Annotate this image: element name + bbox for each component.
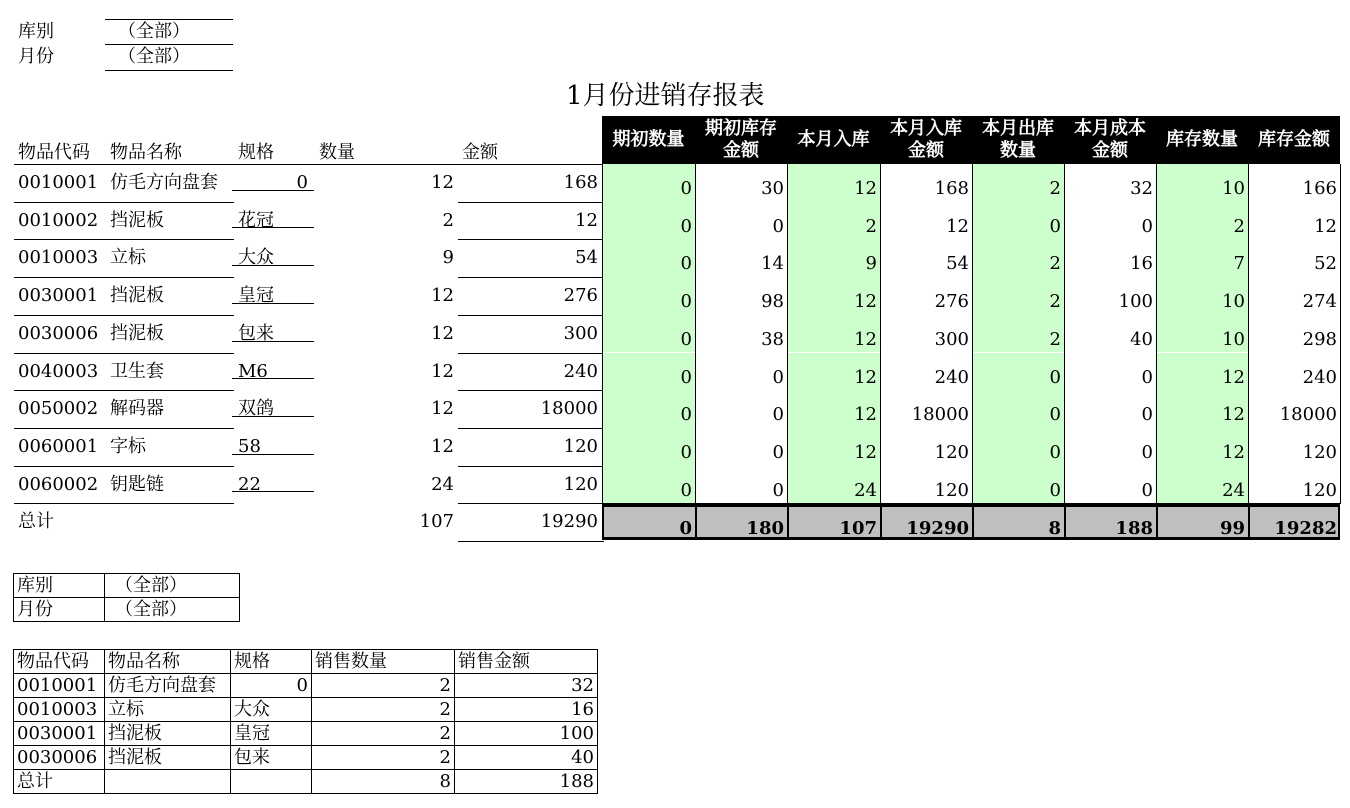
sales-spec: 0 [231, 674, 312, 698]
item-name: 立标 [110, 247, 146, 268]
data-cell: 12 [787, 390, 880, 428]
data-cell: 0 [972, 202, 1064, 240]
row-underline [14, 353, 234, 354]
data-cell: 0 [1064, 390, 1156, 428]
data-cell: 2 [972, 277, 1064, 315]
data-cell: 16 [1064, 239, 1156, 277]
filter-value-warehouse[interactable]: （全部） [105, 574, 240, 598]
data-cell: 240 [880, 353, 972, 391]
column-divider [1338, 504, 1340, 540]
header-spec: 规格 [238, 142, 274, 163]
row-underline [232, 190, 314, 191]
sales-name: 挡泥板 [105, 722, 231, 746]
sales-total-qty: 8 [312, 770, 455, 794]
filter-label-month: 月份 [18, 46, 54, 67]
sales-total-row [14, 770, 598, 794]
item-spec: 皇冠 [238, 285, 274, 306]
item-amount: 276 [563, 285, 598, 306]
column-divider [602, 164, 603, 504]
column-divider [880, 164, 881, 504]
sales-row [14, 698, 598, 722]
sales-qty: 2 [312, 698, 455, 722]
column-divider [787, 164, 788, 504]
sales-amount: 16 [455, 698, 598, 722]
data-cell: 12 [787, 277, 880, 315]
report-title: 1月份进销存报表 [566, 81, 765, 111]
total-cell: 188 [1064, 504, 1156, 540]
data-cell: 12 [787, 428, 880, 466]
item-code: 0030001 [18, 285, 99, 306]
item-amount: 18000 [540, 398, 598, 419]
item-amount: 12 [575, 210, 598, 231]
data-cell: 18000 [880, 390, 972, 428]
sales-total-label: 总计 [14, 770, 105, 794]
row-underline [14, 239, 234, 240]
item-qty: 24 [431, 474, 454, 495]
column-divider [1156, 164, 1157, 504]
total-cell: 107 [787, 504, 880, 540]
item-qty: 12 [431, 361, 454, 382]
column-header [787, 116, 880, 164]
item-qty: 12 [431, 172, 454, 193]
item-amount: 168 [563, 172, 598, 193]
item-name: 挡泥板 [110, 210, 164, 231]
row-underline [14, 315, 234, 316]
item-spec: 花冠 [238, 210, 274, 231]
data-cell: 12 [880, 202, 972, 240]
sales-spec: 皇冠 [231, 722, 312, 746]
row-underline [458, 503, 604, 504]
column-header [695, 116, 787, 164]
item-name: 卫生套 [110, 361, 164, 382]
row-underline [232, 416, 314, 417]
item-code: 0060002 [18, 474, 99, 495]
data-cell: 0 [602, 353, 695, 391]
data-cell: 2 [972, 164, 1064, 202]
total-cell: 8 [972, 504, 1064, 540]
data-cell: 24 [1156, 466, 1248, 504]
column-header [1248, 116, 1340, 164]
header-amount: 金额 [462, 142, 498, 163]
item-qty: 2 [442, 210, 454, 231]
column-header-line: 金额 [723, 140, 759, 161]
data-cell: 24 [787, 466, 880, 504]
row-underline [458, 315, 604, 316]
sales-qty: 2 [312, 722, 455, 746]
data-cell: 120 [1248, 428, 1340, 466]
row-underline [232, 378, 314, 379]
item-name: 挡泥板 [110, 285, 164, 306]
row-underline [458, 466, 604, 467]
data-cell: 32 [1064, 164, 1156, 202]
item-spec: 双鸽 [238, 398, 274, 419]
filter-value-month[interactable]: （全部） [118, 46, 190, 67]
total-amount: 19290 [540, 511, 598, 532]
item-code: 0010002 [18, 210, 99, 231]
sales-qty: 2 [312, 746, 455, 770]
data-cell: 276 [880, 277, 972, 315]
data-cell: 9 [787, 239, 880, 277]
sales-amount: 100 [455, 722, 598, 746]
data-cell: 298 [1248, 315, 1340, 353]
filter-label-warehouse: 库别 [18, 21, 54, 42]
row-underline [232, 303, 314, 304]
data-cell: 52 [1248, 239, 1340, 277]
sales-row [14, 722, 598, 746]
divider [105, 19, 233, 20]
data-cell: 120 [880, 466, 972, 504]
column-header-line: 本月入库 [797, 129, 870, 150]
sales-table [13, 649, 598, 794]
sales-header-spec: 规格 [231, 650, 312, 674]
item-code: 0040003 [18, 361, 99, 382]
data-cell: 0 [972, 353, 1064, 391]
sales-name: 挡泥板 [105, 746, 231, 770]
item-spec: M6 [238, 361, 268, 382]
data-cell: 12 [787, 353, 880, 391]
item-name: 钥匙链 [110, 474, 164, 495]
data-cell: 98 [695, 277, 787, 315]
column-header-line: 数量 [1000, 140, 1036, 161]
column-header-line: 期初数量 [612, 129, 685, 150]
item-qty: 12 [431, 323, 454, 344]
sales-header-row [14, 650, 598, 674]
column-header [972, 116, 1064, 164]
total-cell: 19290 [880, 504, 972, 540]
data-cell: 0 [602, 277, 695, 315]
row-underline [14, 390, 234, 391]
filter-label-warehouse: 库别 [14, 574, 105, 598]
sales-row [14, 746, 598, 770]
data-cell: 166 [1248, 164, 1340, 202]
item-qty: 12 [431, 285, 454, 306]
column-header [880, 116, 972, 164]
row-underline [14, 428, 234, 429]
row-underline [14, 503, 234, 504]
total-cell: 0 [602, 504, 695, 540]
sales-total-amount: 188 [455, 770, 598, 794]
item-amount: 120 [563, 436, 598, 457]
sales-header-name: 物品名称 [105, 650, 231, 674]
divider [105, 70, 233, 71]
item-code: 0010001 [18, 172, 99, 193]
item-spec: 22 [238, 474, 261, 495]
row-underline [232, 454, 314, 455]
data-cell: 0 [695, 390, 787, 428]
item-code: 0060001 [18, 436, 99, 457]
data-cell: 10 [1156, 277, 1248, 315]
header-underline [14, 164, 602, 165]
data-cell: 2 [972, 315, 1064, 353]
divider [105, 44, 233, 45]
data-cell: 30 [695, 164, 787, 202]
sales-header-qty: 销售数量 [312, 650, 455, 674]
sales-code: 0010003 [14, 698, 105, 722]
data-cell: 2 [972, 239, 1064, 277]
sales-name: 仿毛方向盘套 [105, 674, 231, 698]
sales-code: 0030006 [14, 746, 105, 770]
row-underline [458, 353, 604, 354]
row-underline [232, 227, 314, 228]
sales-qty: 2 [312, 674, 455, 698]
data-cell: 12 [1156, 428, 1248, 466]
filter-value-warehouse[interactable]: （全部） [118, 21, 190, 42]
data-cell: 0 [695, 202, 787, 240]
column-header-line: 本月成本 [1074, 118, 1146, 139]
data-cell: 0 [602, 428, 695, 466]
column-header [1064, 116, 1156, 164]
item-qty: 9 [442, 247, 454, 268]
data-cell: 0 [695, 353, 787, 391]
sales-header-code: 物品代码 [14, 650, 105, 674]
item-amount: 240 [563, 361, 598, 382]
item-code: 0050002 [18, 398, 99, 419]
data-cell: 0 [972, 390, 1064, 428]
total-label: 总计 [18, 511, 54, 532]
item-spec: 包来 [238, 323, 274, 344]
data-cell: 38 [695, 315, 787, 353]
data-cell: 2 [1156, 202, 1248, 240]
item-code: 0010003 [18, 247, 99, 268]
row-underline [14, 202, 234, 203]
item-name: 解码器 [110, 398, 164, 419]
data-cell: 12 [787, 315, 880, 353]
item-qty: 12 [431, 398, 454, 419]
column-divider [1248, 164, 1249, 504]
total-qty: 107 [419, 511, 454, 532]
item-name: 仿毛方向盘套 [110, 172, 218, 193]
data-cell: 0 [602, 466, 695, 504]
data-cell: 240 [1248, 353, 1340, 391]
data-cell: 40 [1064, 315, 1156, 353]
data-cell: 300 [880, 315, 972, 353]
column-header-line: 库存金额 [1258, 129, 1330, 150]
data-cell: 120 [1248, 466, 1340, 504]
data-cell: 274 [1248, 277, 1340, 315]
data-cell: 12 [787, 164, 880, 202]
sales-row [14, 674, 598, 698]
data-cell: 168 [880, 164, 972, 202]
column-header [1156, 116, 1248, 164]
row-underline [458, 390, 604, 391]
data-cell: 7 [1156, 239, 1248, 277]
column-header-line: 本月出库 [982, 118, 1054, 139]
sales-code: 0030001 [14, 722, 105, 746]
item-spec: 大众 [238, 247, 274, 268]
column-header-line: 库存数量 [1166, 129, 1238, 150]
sales-amount: 32 [455, 674, 598, 698]
data-cell: 12 [1248, 202, 1340, 240]
data-cell: 0 [1064, 428, 1156, 466]
data-cell: 0 [602, 164, 695, 202]
data-cell: 0 [972, 428, 1064, 466]
data-cell: 0 [695, 466, 787, 504]
item-qty: 12 [431, 436, 454, 457]
column-header-line: 本月入库 [890, 118, 962, 139]
row-underline [232, 491, 314, 492]
column-divider [1064, 164, 1065, 504]
item-amount: 54 [575, 247, 598, 268]
data-cell: 12 [1156, 353, 1248, 391]
data-cell: 0 [602, 315, 695, 353]
row-underline [458, 239, 604, 240]
item-code: 0030006 [18, 323, 99, 344]
divider [458, 541, 604, 542]
data-cell: 12 [1156, 390, 1248, 428]
data-cell: 0 [602, 239, 695, 277]
column-header-line: 金额 [1092, 140, 1128, 161]
sales-spec: 大众 [231, 698, 312, 722]
header-name: 物品名称 [110, 142, 182, 163]
filter-value-month[interactable]: （全部） [105, 598, 240, 622]
header-code: 物品代码 [18, 142, 90, 163]
data-cell: 0 [1064, 353, 1156, 391]
row-underline [14, 277, 234, 278]
row-underline [232, 341, 314, 342]
column-divider [1340, 164, 1341, 504]
row-underline [14, 466, 234, 467]
item-amount: 120 [563, 474, 598, 495]
sales-code: 0010001 [14, 674, 105, 698]
filter-label-month: 月份 [14, 598, 105, 622]
sales-amount: 40 [455, 746, 598, 770]
row-underline [232, 265, 314, 266]
data-cell: 0 [1064, 202, 1156, 240]
sales-spec: 包来 [231, 746, 312, 770]
sales-name: 立标 [105, 698, 231, 722]
item-name: 挡泥板 [110, 323, 164, 344]
row-underline [458, 202, 604, 203]
data-cell: 0 [972, 466, 1064, 504]
total-cell: 19282 [1248, 504, 1340, 540]
item-name: 字标 [110, 436, 146, 457]
row-underline [458, 277, 604, 278]
header-qty: 数量 [319, 142, 355, 163]
data-cell: 10 [1156, 315, 1248, 353]
data-cell: 2 [787, 202, 880, 240]
total-cell: 180 [695, 504, 787, 540]
column-header-line: 金额 [908, 140, 944, 161]
data-cell: 10 [1156, 164, 1248, 202]
filter-table-bottom [13, 573, 240, 622]
column-divider [695, 164, 696, 504]
empty-cell [231, 770, 312, 794]
data-cell: 0 [695, 428, 787, 466]
data-cell: 14 [695, 239, 787, 277]
data-cell: 54 [880, 239, 972, 277]
column-header [602, 116, 695, 164]
data-cell: 100 [1064, 277, 1156, 315]
item-spec: 0 [296, 172, 308, 193]
data-cell: 120 [880, 428, 972, 466]
total-cell: 99 [1156, 504, 1248, 540]
sales-header-amount: 销售金额 [455, 650, 598, 674]
data-cell: 0 [602, 202, 695, 240]
item-spec: 58 [238, 436, 261, 457]
row-underline [458, 428, 604, 429]
item-amount: 300 [563, 323, 598, 344]
empty-cell [105, 770, 231, 794]
column-divider [972, 164, 973, 504]
data-cell: 0 [1064, 466, 1156, 504]
column-header-line: 期初库存 [705, 118, 777, 139]
data-cell: 0 [602, 390, 695, 428]
data-cell: 18000 [1248, 390, 1340, 428]
